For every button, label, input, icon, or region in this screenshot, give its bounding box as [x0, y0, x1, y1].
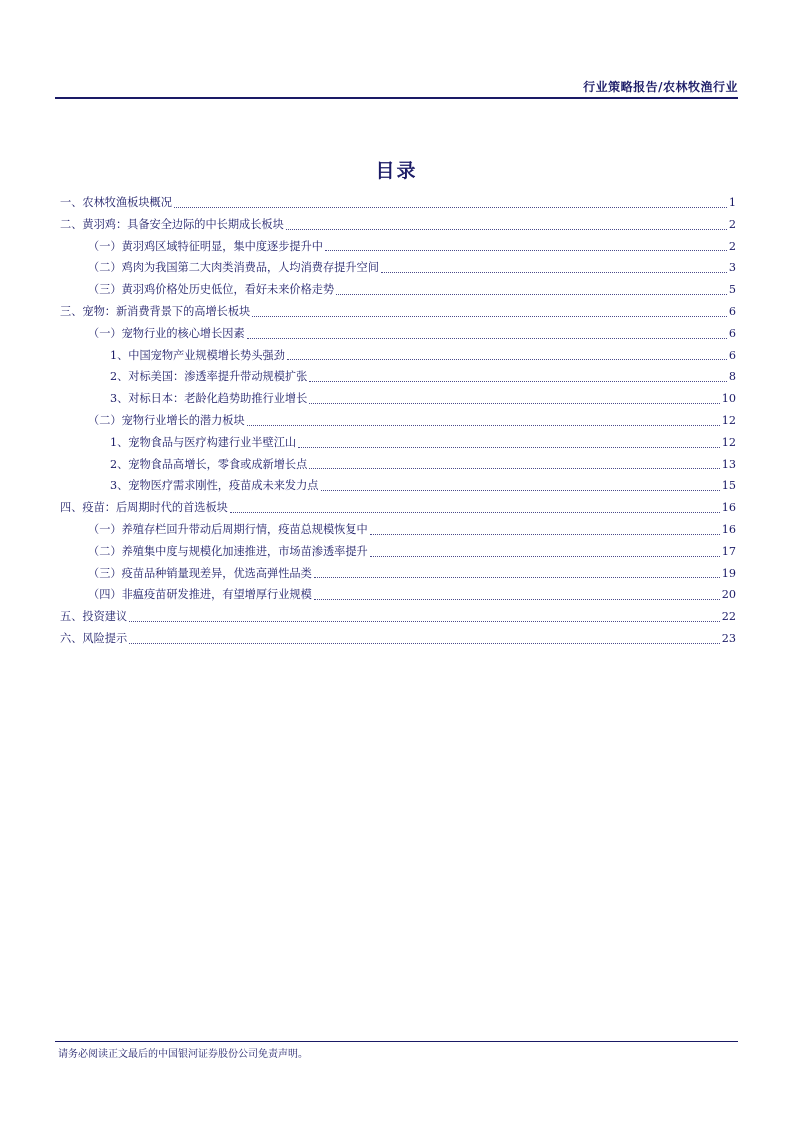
toc-entry[interactable]: [60, 301, 736, 323]
toc-entry[interactable]: [60, 192, 736, 214]
toc-leader-dots: [370, 533, 720, 535]
toc-leader-dots: [370, 555, 720, 557]
toc-entry[interactable]: [60, 432, 736, 454]
toc-entry[interactable]: [60, 519, 736, 541]
toc-leader-dots: [325, 249, 727, 251]
toc-entry-page: 15: [721, 479, 736, 493]
toc-entry-label: 六、风险提示: [60, 631, 128, 645]
toc-entry[interactable]: [60, 584, 736, 606]
toc-leader-dots: [247, 424, 720, 426]
toc-entry-page: 6: [728, 348, 736, 362]
toc-entry-page: 3: [728, 261, 736, 275]
toc-entry-label: 3、宠物医疗需求刚性，疫苗成未来发力点: [110, 479, 319, 493]
toc-entry-label: 二、黄羽鸡：具备安全边际的中长期成长板块: [60, 217, 284, 231]
toc-entry-label: （二）宠物行业增长的潜力板块: [88, 413, 245, 427]
toc-leader-dots: [314, 598, 720, 600]
toc-leader-dots: [381, 271, 727, 273]
toc-entry[interactable]: [60, 257, 736, 279]
toc-entry[interactable]: [60, 323, 736, 345]
toc-entry[interactable]: [60, 214, 736, 236]
toc-entry-page: 12: [721, 413, 736, 427]
toc-entry[interactable]: [60, 366, 736, 388]
toc-entry-page: 5: [728, 283, 736, 297]
toc-entry-page: 8: [728, 370, 736, 384]
toc-title: 目录: [375, 160, 418, 182]
toc-entry-label: （四）非瘟疫苗研发推进，有望增厚行业规模: [88, 588, 312, 602]
toc-leader-dots: [247, 337, 727, 339]
toc-entry-page: 23: [721, 631, 736, 645]
toc-leader-dots: [321, 489, 720, 491]
toc-leader-dots: [287, 358, 727, 360]
toc-entry-label: 四、疫苗：后周期时代的首选板块: [60, 501, 228, 515]
toc-leader-dots: [336, 293, 727, 295]
toc-entry-label: 三、宠物：新消费背景下的高增长板块: [60, 304, 251, 318]
toc-entry-page: 2: [728, 239, 736, 253]
report-header: 行业策略报告/农林牧渔行业: [583, 80, 738, 94]
toc-leader-dots: [252, 315, 727, 317]
toc-leader-dots: [298, 446, 720, 448]
toc-entry-label: 2、宠物食品高增长，零食或成新增长点: [110, 457, 308, 471]
toc-leader-dots: [230, 511, 720, 513]
toc-entry-label: （三）黄羽鸡价格处历史低位，看好未来价格走势: [88, 283, 335, 297]
toc-entry-label: （一）黄羽鸡区域特征明显，集中度逐步提升中: [88, 239, 323, 253]
toc-entry[interactable]: [60, 410, 736, 432]
toc-entry[interactable]: [60, 563, 736, 585]
toc-entry-page: 10: [721, 392, 736, 406]
toc-entry-label: 1、宠物食品与医疗构建行业半壁江山: [110, 435, 297, 449]
toc-entry[interactable]: [60, 279, 736, 301]
toc-entry-page: 1: [728, 196, 736, 209]
toc-entry-page: 6: [728, 304, 736, 318]
toc-entry-page: 6: [728, 326, 736, 340]
toc-entry[interactable]: [60, 606, 736, 628]
toc-entry[interactable]: [60, 541, 736, 563]
toc-entry-label: 1、中国宠物产业规模增长势头强劲: [110, 348, 285, 362]
toc-leader-dots: [309, 467, 719, 469]
toc-entry-page: 20: [721, 588, 736, 602]
toc-entry-label: 3、对标日本：老龄化趋势助推行业增长: [110, 392, 308, 406]
toc-entry[interactable]: [60, 454, 736, 476]
toc-entry-page: 22: [721, 610, 736, 624]
toc-entry[interactable]: [60, 388, 736, 410]
toc-entry[interactable]: [60, 475, 736, 497]
toc-entry-page: 17: [721, 544, 736, 558]
toc-entry-page: 16: [721, 501, 736, 515]
toc-leader-dots: [314, 576, 720, 578]
toc-leader-dots: [286, 228, 727, 230]
header-divider: [55, 97, 738, 99]
disclaimer-note: 请务必阅读正文最后的中国银河证券股份公司免责声明。: [58, 1049, 308, 1060]
toc-entry-label: 五、投资建议: [60, 610, 128, 624]
toc-entry[interactable]: [60, 497, 736, 519]
toc-leader-dots: [174, 206, 727, 208]
toc-leader-dots: [129, 620, 720, 622]
toc-entry[interactable]: [60, 236, 736, 258]
toc-entry-label: 一、农林牧渔板块概况: [60, 196, 172, 209]
toc-entry-page: 16: [721, 522, 736, 536]
toc-entry-label: （一）养殖存栏回升带动后周期行情，疫苗总规模恢复中: [88, 522, 368, 536]
toc-leader-dots: [309, 380, 727, 382]
toc-entry-label: （一）宠物行业的核心增长因素: [88, 326, 245, 340]
toc-entry-page: 12: [721, 435, 736, 449]
toc-entry-page: 19: [721, 566, 736, 580]
toc-leader-dots: [129, 642, 720, 644]
toc-entry-label: （三）疫苗品种销量现差异，优选高弹性品类: [88, 566, 312, 580]
toc-entry-page: 2: [728, 217, 736, 231]
toc-entry-label: 2、对标美国：渗透率提升带动规模扩张: [110, 370, 308, 384]
toc-leader-dots: [309, 402, 719, 404]
footer-divider: [55, 1041, 738, 1042]
toc-entry[interactable]: [60, 628, 736, 650]
toc-entry-page: 13: [721, 457, 736, 471]
toc-entry-label: （二）鸡肉为我国第二大肉类消费品，人均消费存提升空间: [88, 261, 379, 275]
toc-entry-label: （二）养殖集中度与规模化加速推进，市场苗渗透率提升: [88, 544, 368, 558]
toc-entry[interactable]: [60, 345, 736, 367]
table-of-contents: [60, 192, 736, 650]
